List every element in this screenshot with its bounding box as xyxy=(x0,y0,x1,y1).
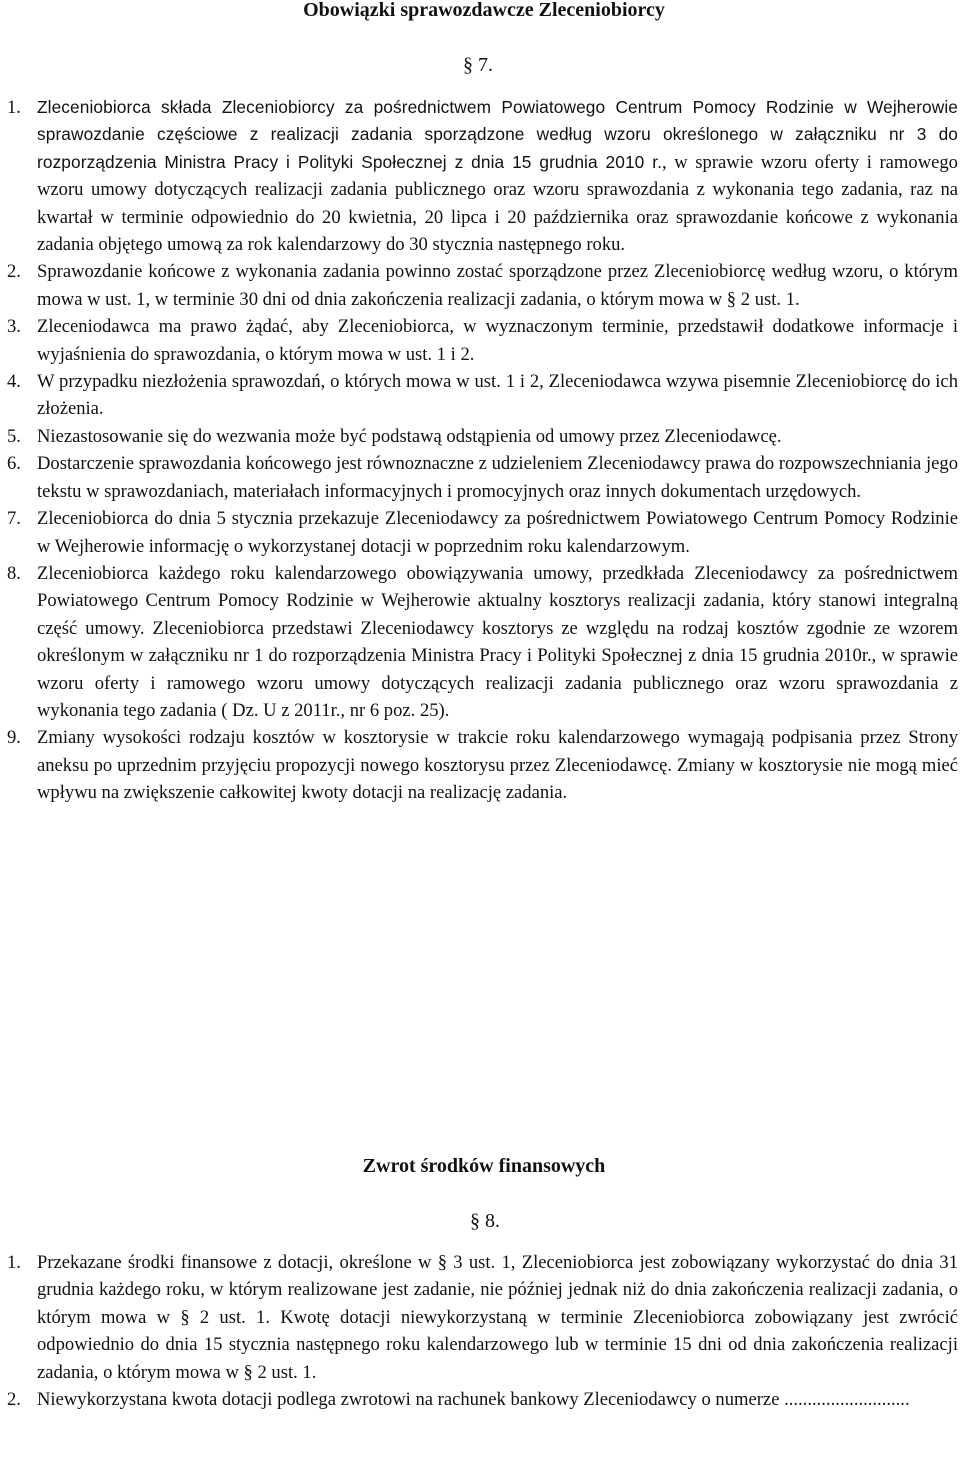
list-item xyxy=(0,724,958,806)
item-text: W przypadku niezłożenia sprawozdań, o których mowa w ust. 1 i 2, Zleceniodawca wzywa pisemnie Zleceniobiorcę do ich złożenia. xyxy=(37,371,958,420)
item-number: 9. xyxy=(7,727,21,749)
list-item xyxy=(0,313,958,368)
list-item xyxy=(0,258,958,313)
list-item xyxy=(0,505,958,560)
item-text: Zleceniodawca ma prawo żądać, aby Zleceniobiorca, w wyznaczonym terminie, przedstawił dodatkowe informacje i wyjaśnienia do sprawozdania, o którym mowa w ust. 1 i 2. xyxy=(37,316,958,365)
item-number: 6. xyxy=(7,453,21,475)
item-number: 5. xyxy=(7,425,21,447)
refund-list xyxy=(0,1249,958,1413)
item-number: 4. xyxy=(7,371,21,393)
reporting-obligations-list xyxy=(0,94,958,807)
item-text-sans: Zleceniobiorca składa Zleceniobiorcy za pośrednictwem Powiatowego Centrum Pomocy Rodzinie w Wejherowie sprawozdanie częściowe z realizacji zadania sporządzone według wzoru określonego w załączniku nr 3 do rozporządzenia Ministra Pracy i Polityki Społecznej z dnia 15 grudnia 2010 r. xyxy=(37,97,958,172)
item-text: Sprawozdanie końcowe z wykonania zadania powinno zostać sporządzone przez Zleceniobiorcę według wzoru, o którym mowa w ust. 1, w terminie 30 dni od dnia zakończenia realizacji zadania, o którym mowa w § 2 ust. 1. xyxy=(37,261,958,310)
item-number: 7. xyxy=(7,508,21,530)
list-item xyxy=(0,450,958,505)
list-item xyxy=(0,1249,958,1386)
section-title-reporting: Obowiązki sprawozdawcze Zleceniobiorcy xyxy=(303,0,665,21)
item-text: Przekazane środki finansowe z dotacji, określone w § 3 ust. 1, Zleceniobiorca jest zobowiązany wykorzystać do dnia 31 grudnia każdego roku, w którym realizowane jest zadanie, nie później jednak niż do dnia zakończenia realizacji zadania, o którym mowa w § 2 ust. 1. Kwotę dotacji niewykorzystaną w terminie Zleceniobiorca zobowiązany jest zwrócić odpowiednio do dnia 15 stycznia następnego roku kalendarzowego lub w terminie 15 dni od dnia zakończenia realizacji zadania, o którym mowa w § 2 ust. 1. xyxy=(37,1252,958,1383)
list-item xyxy=(0,1386,958,1413)
list-item xyxy=(0,94,958,258)
item-text: Dostarczenie sprawozdania końcowego jest równoznaczne z udzieleniem Zleceniodawcy prawa do rozpowszechniania jego tekstu w sprawozdaniach, materiałach informacyjnych i promocyjnych oraz innych dokumentach urzędowych. xyxy=(37,453,958,502)
item-number: 2. xyxy=(7,261,21,283)
paragraph-mark-8: § 8. xyxy=(470,1210,500,1232)
item-text: Zleceniobiorca do dnia 5 stycznia przekazuje Zleceniodawcy za pośrednictwem Powiatowego Centrum Pomocy Rodzinie w Wejherowie informację o wykorzystanej dotacji w poprzednim roku kalendarzowym. xyxy=(37,508,958,557)
list-item xyxy=(0,560,958,724)
item-number: 3. xyxy=(7,316,21,338)
item-number: 2. xyxy=(7,1389,21,1411)
item-text: Niewykorzystana kwota dotacji podlega zwrotowi na rachunek bankowy Zleceniodawcy o numerze ........................... xyxy=(37,1389,910,1411)
item-text: Zleceniobiorca każdego roku kalendarzowego obowiązywania umowy, przedkłada Zleceniodawcy za pośrednictwem Powiatowego Centrum Pomocy Rodzinie w Wejherowie aktualny kosztorys realizacji zadania, który stanowi integralną część umowy. Zleceniobiorca przedstawi Zleceniodawcy kosztorys ze względu na rodzaj kosztów zgodnie ze wzorem określonym w załączniku nr 1 do rozporządzenia Ministra Pracy i Polityki Społecznej z dnia 15 grudnia 2010r., w sprawie wzoru oferty i ramowego wzoru umowy dotyczących realizacji zadania publicznego oraz wzoru sprawozdania z wykonania tego zadania ( Dz. U z 2011r., nr 6 poz. 25). xyxy=(37,562,958,721)
item-text: Zmiany wysokości rodzaju kosztów w kosztorysie w trakcie roku kalendarzowego wymagają podpisania przez Strony aneksu po uprzednim przyjęciu propozycji nowego kosztorysu przez Zleceniodawcę. Zmiany w kosztorysie nie mogą mieć wpływu na zwiększenie całkowitej kwoty dotacji na realizację zadania. xyxy=(37,727,958,804)
item-text-serif: , w sprawie wzoru oferty i ramowego wzoru umowy dotyczących realizacji zadania publicznego oraz wzoru sprawozdania z wykonania tego zadania, raz na kwartał w terminie odpowiednio do 20 kwietnia, 20 lipca i 20 października oraz sprawozdanie końcowe z wykonania zadania objętego umową za rok kalendarzowy do 30 stycznia następnego roku. xyxy=(37,151,958,256)
item-number: 1. xyxy=(7,1252,21,1273)
item-text: Niezastosowanie się do wezwania może być podstawą odstąpienia od umowy przez Zleceniodawcę. xyxy=(37,425,782,447)
list-item xyxy=(0,368,958,423)
item-number: 8. xyxy=(7,562,21,584)
item-number: 1. xyxy=(7,97,21,118)
paragraph-mark-7: § 7. xyxy=(463,54,493,76)
list-item xyxy=(0,423,958,450)
section-title-refund: Zwrot środków finansowych xyxy=(362,1155,606,1177)
